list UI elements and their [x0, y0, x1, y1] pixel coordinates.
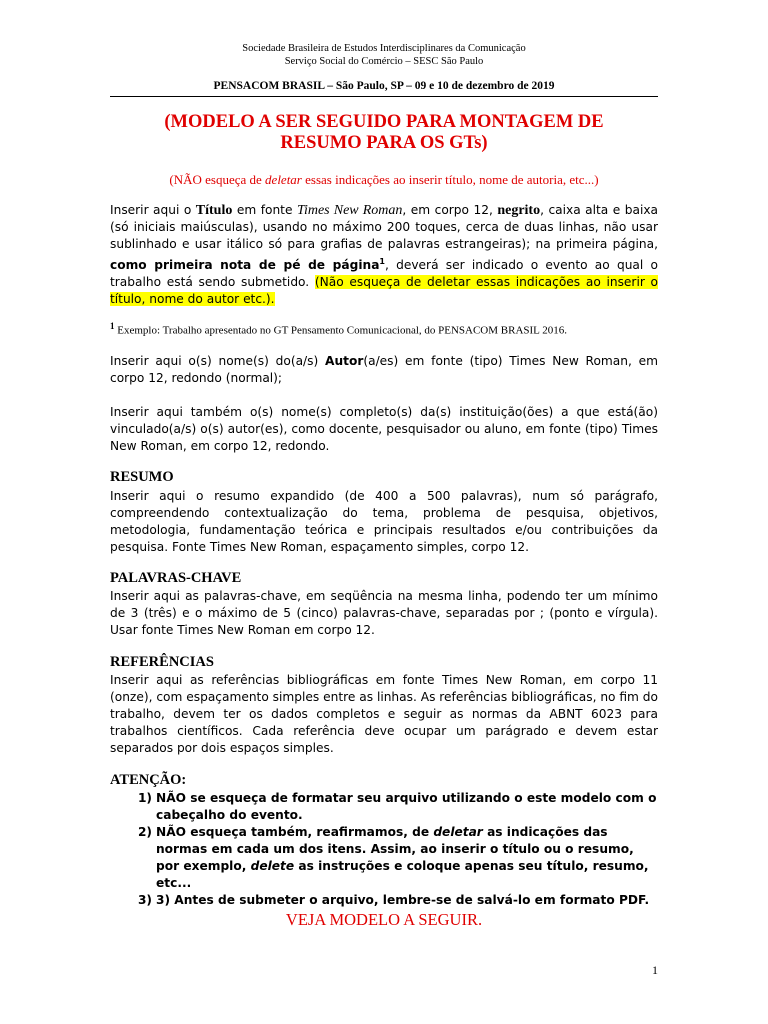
title-instructions [110, 202, 658, 308]
text-run: as instruções e coloque apenas seu título, resumo, etc... [156, 859, 649, 890]
title-line-2: RESUMO PARA OS GTs) [280, 133, 488, 153]
list-text: 3) Antes de submeter o arquivo, lembre-se de salvá-lo em formato PDF. [156, 893, 650, 907]
header-divider [110, 96, 658, 97]
text-run: Inserir aqui as referências bibliográficas em fonte Times New Roman [110, 673, 563, 687]
list-number: 3) [137, 893, 152, 907]
text-run: , caixa alta e baixa (só iniciais maiúsculas), usando no máximo 200 toques, cerca de duas linhas, não usar sublinhado e usar itálico só para grafias de palavras estrangeiras); na primeira página, [110, 203, 659, 251]
resumo-text: Inserir aqui o resumo expandido (de 400 a 500 palavras), num só parágrafo, compreendendo contextualização do tema, problema de pesquisa, objetivos, metodologia, fundamentação teórica e principais resultados e/ou contribuições da pesquisa. Fonte Times New Roman, espaçamento simples, corpo 12. [110, 489, 658, 554]
footnote [110, 321, 658, 337]
footnote-mark: 1 [110, 321, 115, 331]
italic-run: delete [250, 859, 295, 873]
veja-modelo: VEJA MODELO A SEGUIR. [285, 910, 483, 929]
referencias-heading: REFERÊNCIAS [110, 654, 214, 670]
header-line-1: Sociedade Brasileira de Estudos Interdisciplinares da Comunicação [242, 43, 526, 54]
text-run: , em corpo 12, [402, 203, 498, 217]
bold-run: Título [195, 203, 233, 218]
text-run: as indicações das normas em cada um dos itens. Assim, ao inserir o título ou o resumo, por exemplo, [156, 825, 634, 873]
list-item [110, 790, 658, 824]
list-number: 1) [137, 791, 152, 805]
event-line: PENSACOM BRASIL – São Paulo, SP – 09 e 10 de dezembro de 2019 [213, 80, 555, 92]
palavras-chave-text: Inserir aqui as palavras-chave, em seqüência na mesma linha, podendo ter um mínimo de 3 (três) e o máximo de 5 (cinco) palavras-chave, separadas por ; (ponto e vírgula). Usar fonte Times New Roman em corpo 12. [110, 589, 658, 637]
list-text: NÃO se esqueça de formatar seu arquivo utilizando o este modelo com o cabeçalho do evento. [156, 791, 657, 822]
text-run: (a/es) em fonte (tipo) Times New Roman, em corpo 12, redondo (normal); [110, 354, 658, 385]
title-line-1: (MODELO A SER SEGUIDO PARA MONTAGEM DE [164, 112, 604, 132]
resumo-heading: RESUMO [110, 469, 174, 485]
footnote-text: Exemplo: Trabalho apresentado no GT Pensamento Comunicacional, do PENSACOM BRASIL 2016. [114, 324, 567, 337]
header-line-2: Serviço Social do Comércio – SESC São Paulo [284, 56, 484, 67]
text-run: NÃO esqueça também, reafirmamos, de [156, 825, 434, 839]
institution-instructions: Inserir aqui também o(s) nome(s) completo(s) da(s) instituição(ões) a que está(ão) vinculado(a/s) o(s) autor(es), como docente, pesquisador ou aluno, em fonte (tipo) Times New Roman, em corpo 12, redondo. [110, 405, 658, 453]
list-item [110, 892, 658, 909]
text-run: Inserir aqui o [110, 203, 196, 217]
reminder-note [110, 172, 658, 188]
author-instructions [110, 353, 658, 387]
list-text [152, 824, 658, 892]
text-run: em fonte [232, 203, 297, 217]
italic-run: Times New Roman [296, 203, 403, 218]
palavras-chave-heading: PALAVRAS-CHAVE [110, 570, 242, 586]
atencao-heading: ATENÇÃO: [110, 772, 187, 788]
highlighted-text: (Não esqueça de deletar essas indicações ao inserir o título, nome do autor etc.). [110, 275, 658, 307]
referencias-text [110, 672, 658, 757]
text-run: , em corpo 11 (onze), com espaçamento simples entre as linhas. As referências bibliográficas, no fim do trabalho, devem ter os dados completos e seguir as normas da ABNT 6023 para trabalhos científicos. Cada referência deve ocupar um parágrado e devem estar separados por dois espaços simples. [110, 673, 658, 755]
page-title [110, 112, 658, 154]
italic-run: deletar [433, 825, 483, 839]
page-number: 1 [652, 963, 658, 977]
list-number: 2) [137, 825, 152, 839]
note-text: (NÃO esqueça de [169, 172, 266, 187]
document-header [110, 42, 658, 68]
atencao-list [110, 790, 658, 909]
bold-run: negrito [497, 203, 541, 218]
footnote-ref: 1 [379, 257, 385, 266]
bold-run: Autor [325, 354, 364, 368]
text-run: Inserir aqui o(s) nome(s) do(a/s) [110, 354, 326, 368]
text-run: , deverá ser indicado o evento ao qual o trabalho está sendo submetido. [110, 258, 658, 290]
note-text-end: essas indicações ao inserir título, nome de autoria, etc...) [301, 172, 599, 187]
bold-run: como primeira nota de pé de página [110, 258, 380, 273]
list-item [110, 824, 658, 892]
note-italic: deletar [265, 172, 302, 187]
